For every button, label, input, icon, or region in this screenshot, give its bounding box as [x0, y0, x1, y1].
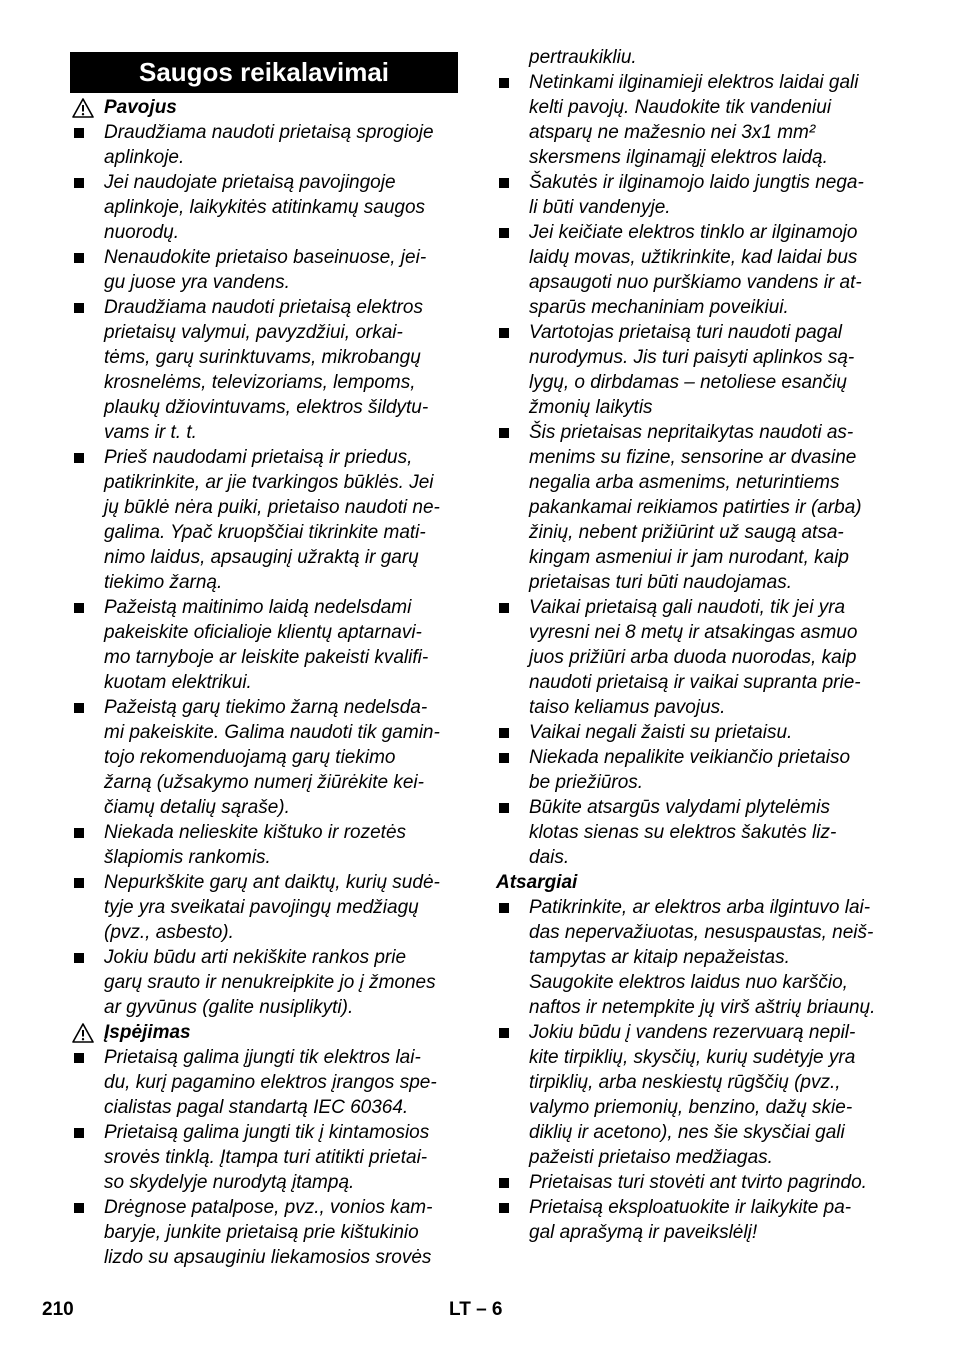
list-item-line: Vartotojas prietaisą turi naudoti pagal	[529, 322, 842, 343]
bullet-marker	[74, 703, 84, 713]
list-item-line: Drėgnose patalpose, pvz., vonios kam-	[104, 1197, 433, 1218]
list-item-line: kelti pavojų. Naudokite tik vandeniui	[529, 97, 832, 118]
list-item-line: atsparų ne mažesnio nei 3x1 mm²	[529, 122, 816, 143]
list-item-line: Niekada nepalikite veikiančio prietaiso	[529, 747, 851, 768]
list-item-line: dais.	[529, 847, 570, 868]
list-item-line: Nepurkškite garų ant daiktų, kurių sudė-	[104, 872, 440, 893]
list-item-line: valymo priemonių, benzino, dažų skie-	[529, 1097, 853, 1118]
bullet-marker	[74, 828, 84, 838]
list-item-line: Draudžiama naudoti prietaisą elektros	[104, 297, 423, 318]
list-item-line: juos prižiūri arba duoda nuorodas, kaip	[529, 647, 857, 668]
list-item-line: Prietaisą galima jungti tik į kintamosios	[104, 1122, 430, 1143]
caution-heading: Atsargiai	[496, 872, 578, 893]
warning-triangle-icon	[72, 98, 94, 118]
list-item-line: naftos ir netempkite jų virš aštrių briaunų.	[529, 997, 876, 1018]
warning-heading: Įspėjimas	[104, 1022, 191, 1043]
list-item-line: taiso keliamus pavojus.	[529, 697, 726, 718]
section-title: Saugos reikalavimai	[70, 52, 458, 93]
list-item-line: žinių, nebent prižiūrint už saugą atsa-	[529, 522, 844, 543]
list-item-line: jų būklė nėra puiki, prietaiso naudoti ne-	[104, 497, 440, 518]
list-item-line: (pvz., asbesto).	[104, 922, 234, 943]
list-item-line: kuotam elektrikui.	[104, 672, 252, 693]
list-item-line: prietaisas turi būti naudojamas.	[529, 572, 792, 593]
list-item-line: vams ir t. t.	[104, 422, 197, 443]
list-item-line: Nenaudokite prietaiso baseinuose, jei-	[104, 247, 427, 268]
bullet-marker	[499, 428, 509, 438]
list-item-line: nurodymus. Jis turi paisyti aplinkos są-	[529, 347, 855, 368]
list-item-line: Jokiu būdu arti nekiškite rankos prie	[104, 947, 407, 968]
page-number: 210	[42, 1299, 74, 1320]
section-label: LT – 6	[449, 1299, 503, 1320]
list-item-line: Šis prietaisas nepritaikytas naudoti as-	[529, 422, 854, 443]
list-item-line: gal aprašymą ir paveikslėlį!	[529, 1222, 758, 1243]
list-item-line: Patikrinkite, ar elektros arba ilgintuvo lai-	[529, 897, 871, 918]
list-item-line: lygų, o dirbdamas – netoliese esančių	[529, 372, 847, 393]
bullet-marker	[499, 1028, 509, 1038]
list-item-line: Šakutės ir ilginamojo laido jungtis nega-	[529, 172, 864, 193]
list-item-line: diklių ir acetono), nes šie skysčiai gali	[529, 1122, 845, 1143]
list-item-line: Pažeistą garų tiekimo žarną nedelsda-	[104, 697, 428, 718]
bullet-marker	[74, 303, 84, 313]
bullet-marker	[499, 803, 509, 813]
list-item-line: garų srauto ir nenukreipkite jo į žmones	[104, 972, 436, 993]
list-item-line: tojo rekomenduojamą garų tiekimo	[104, 747, 396, 768]
bullet-marker	[74, 178, 84, 188]
list-item-line: Niekada nelieskite kištuko ir rozetės	[104, 822, 407, 843]
bullet-marker	[499, 78, 509, 88]
list-item-line: gu juose yra vandens.	[104, 272, 290, 293]
bullet-marker	[74, 453, 84, 463]
list-item-line: cialistas pagal standartą IEC 60364.	[104, 1097, 409, 1118]
list-item-line: Pažeistą maitinimo laidą nedelsdami	[104, 597, 412, 618]
list-item-line: be priežiūros.	[529, 772, 644, 793]
bullet-marker	[499, 903, 509, 913]
list-item-line: prietaisų valymui, pavyzdžiui, orkai-	[104, 322, 403, 343]
list-item-line: aplinkoje.	[104, 147, 185, 168]
list-item-line: pažeisti prietaiso medžiagas.	[529, 1147, 773, 1168]
list-item-line: patikrinkite, ar jie tvarkingos būklės. Jei	[104, 472, 434, 493]
list-item-line: Draudžiama naudoti prietaisą sprogioje	[104, 122, 434, 143]
list-item-line: srovės tinklą. Įtampa turi atitikti prietai-	[104, 1147, 428, 1168]
list-item-line: pakankamai reikiamos patirties ir (arba)	[529, 497, 862, 518]
list-item-line: Prietaisą galima įjungti tik elektros lai-	[104, 1047, 421, 1068]
bullet-marker	[499, 328, 509, 338]
bullet-marker	[499, 1178, 509, 1188]
list-item-line: Vaikai negali žaisti su prietaisu.	[529, 722, 793, 743]
list-item-line: menims su fizine, sensorine ar dvasine	[529, 447, 857, 468]
bullet-marker	[74, 953, 84, 963]
bullet-marker	[74, 253, 84, 263]
list-item-line: pakeiskite oficialioje klientų aptarnavi-	[104, 622, 422, 643]
list-item-line: Prieš naudodami prietaisą ir priedus,	[104, 447, 413, 468]
list-item-line: žmonių laikytis	[529, 397, 653, 418]
list-item-line: tampytas ar kitaip nepažeistas.	[529, 947, 790, 968]
bullet-marker	[499, 753, 509, 763]
list-item-line: baryje, junkite prietaisą prie kištukinio	[104, 1222, 419, 1243]
list-item-line: plaukų džiovintuvams, elektros šildytu-	[104, 397, 429, 418]
list-item-line: tyje yra sveikatai pavojingų medžiagų	[104, 897, 419, 918]
list-item-line: laidų movas, užtikrinkite, kad laidai bus	[529, 247, 858, 268]
bullet-marker	[499, 1203, 509, 1213]
list-item-line: klotas sienas su elektros šakutės liz-	[529, 822, 837, 843]
list-item-line: Jei keičiate elektros tinklo ar ilginamojo	[529, 222, 858, 243]
bullet-marker	[74, 1053, 84, 1063]
list-item-line: Netinkami ilginamieji elektros laidai gali	[529, 72, 859, 93]
list-item-line: lizdo su apsauginiu liekamosios srovės	[104, 1247, 432, 1268]
list-item-line: nuorodų.	[104, 222, 180, 243]
list-item-line: krosnelėms, televizoriams, lempoms,	[104, 372, 416, 393]
bullet-marker	[74, 603, 84, 613]
list-item-line: galima. Ypač kruopščiai tikrinkite mati-	[104, 522, 426, 543]
list-item-line: naudoti prietaisą ir vaikai supranta prie-	[529, 672, 861, 693]
continuation-line: pertraukikliu.	[529, 47, 637, 68]
list-item-line: tiekimo žarną.	[104, 572, 223, 593]
list-item-line: apsaugoti nuo purškiamo vandens ir at-	[529, 272, 862, 293]
bullet-marker	[499, 728, 509, 738]
list-item-line: mi pakeiskite. Galima naudoti tik gamin-	[104, 722, 440, 743]
list-item-line: so skydelyje nurodytą įtampą.	[104, 1172, 355, 1193]
list-item-line: šlapiomis rankomis.	[104, 847, 271, 868]
list-item-line: nimo laidus, apsauginį užraktą ir garų	[104, 547, 419, 568]
list-item-line: tirpiklių, arba neskiestų rūgščių (pvz.,	[529, 1072, 841, 1093]
list-item-line: tėms, garų surinktuvams, mikrobangų	[104, 347, 421, 368]
list-item-line: kingam asmeniui ir jam nurodant, kaip	[529, 547, 849, 568]
bullet-marker	[74, 1128, 84, 1138]
bullet-marker	[74, 128, 84, 138]
list-item-line: mo tarnyboje ar leiskite pakeisti kvalifi-	[104, 647, 429, 668]
bullet-marker	[499, 178, 509, 188]
list-item-line: das nepervažiuotas, nesuspaustas, neiš-	[529, 922, 874, 943]
bullet-marker	[499, 228, 509, 238]
list-item-line: skersmens ilginamąjį elektros laidą.	[529, 147, 828, 168]
list-item-line: ar gyvūnus (galite nusiplikyti).	[104, 997, 354, 1018]
list-item-line: sparūs mechaniniam poveikiui.	[529, 297, 789, 318]
list-item-line: Prietaisas turi stovėti ant tvirto pagrindo.	[529, 1172, 867, 1193]
list-item-line: negalia arba asmenims, neturintiems	[529, 472, 840, 493]
list-item-line: li būti vandenyje.	[529, 197, 671, 218]
list-item-line: aplinkoje, laikykitės atitinkamų saugos	[104, 197, 426, 218]
list-item-line: du, kurį pagamino elektros įrangos spe-	[104, 1072, 437, 1093]
bullet-marker	[499, 603, 509, 613]
list-item-line: vyresni nei 8 metų ir atsakingas asmuo	[529, 622, 858, 643]
bullet-marker	[74, 1203, 84, 1213]
bullet-marker	[74, 878, 84, 888]
list-item-line: kite tirpiklių, skysčių, kurių sudėtyje yra	[529, 1047, 856, 1068]
warning-triangle-icon	[72, 1023, 94, 1043]
list-item-line: Saugokite elektros laidus nuo karščio,	[529, 972, 848, 993]
list-item-line: Jokiu būdu į vandens rezervuarą nepil-	[529, 1022, 856, 1043]
list-item-line: Vaikai prietaisą gali naudoti, tik jei yra	[529, 597, 846, 618]
list-item-line: Jei naudojate prietaisą pavojingoje	[104, 172, 396, 193]
list-item-line: Būkite atsargūs valydami plytelėmis	[529, 797, 830, 818]
list-item-line: čiamų detalių sąraše).	[104, 797, 290, 818]
list-item-line: Prietaisą eksploatuokite ir laikykite pa-	[529, 1197, 852, 1218]
danger-heading: Pavojus	[104, 97, 177, 118]
list-item-line: žarną (užsakymo numerį žiūrėkite kei-	[104, 772, 424, 793]
